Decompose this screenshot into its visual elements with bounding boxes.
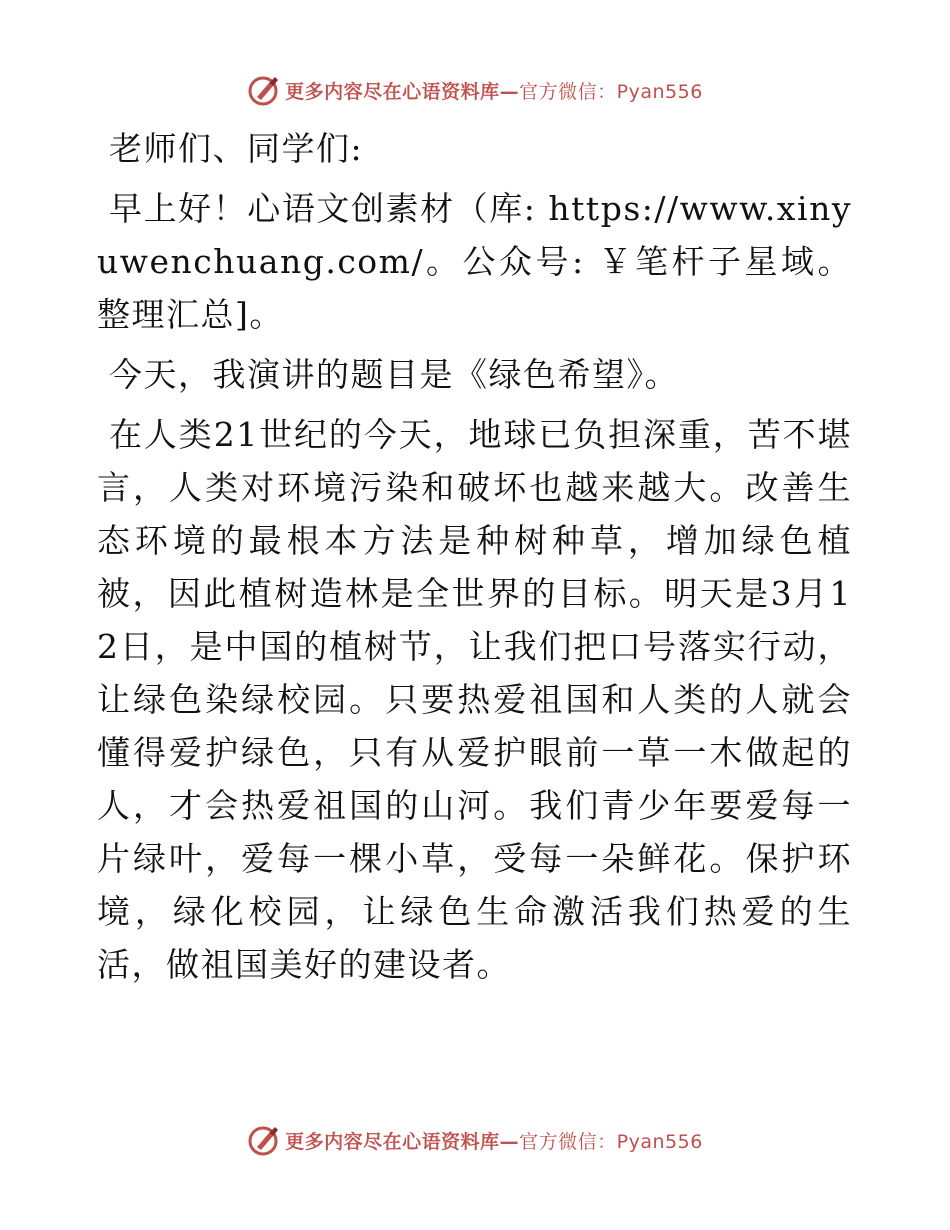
header-banner-text	[285, 77, 703, 104]
greeting-paragraph: 早上好！心语文创素材（库: https://www.xinyuwenchuang.com/。公众号: ￥笔杆子星域。整理汇总]。	[97, 189, 852, 334]
brand-logo-icon	[247, 1123, 281, 1157]
footer-banner	[0, 1120, 950, 1160]
footer-banner-main: 更多内容尽在心语资料库	[285, 1130, 500, 1153]
topic-paragraph: 今天，我演讲的题目是《绿色希望》。	[109, 355, 679, 394]
footer-banner-text	[285, 1127, 703, 1154]
header-banner-wechat: 官方微信：Pyan556	[519, 80, 703, 103]
footer-banner-wechat: 官方微信：Pyan556	[519, 1130, 703, 1153]
brand-logo-icon	[247, 73, 281, 107]
document-body	[97, 122, 852, 998]
salutation: 老师们、同学们:	[109, 129, 364, 168]
header-banner-main: 更多内容尽在心语资料库	[285, 80, 500, 103]
footer-banner-sep: —	[499, 1130, 520, 1153]
header-banner	[0, 70, 950, 110]
header-banner-sep: —	[499, 80, 520, 103]
body-paragraph: 在人类21世纪的今天，地球已负担深重，苦不堪言，人类对环境污染和破坏也越来越大。改善生态环境的最根本方法是种树种草，增加绿色植被，因此植树造林是全世界的目标。明天是3月12日，是中国的植树节，让我们把口号落实行动，让绿色染绿校园。只要热爱祖国和人类的人就会懂得爱护绿色，只有从爱护眼前一草一木做起的人，才会热爱祖国的山河。我们青少年要爱每一片绿叶，爱每一棵小草，受每一朵鲜花。保护环境，绿化校园，让绿色生命激活我们热爱的生活，做祖国美好的建设者。	[97, 415, 852, 984]
